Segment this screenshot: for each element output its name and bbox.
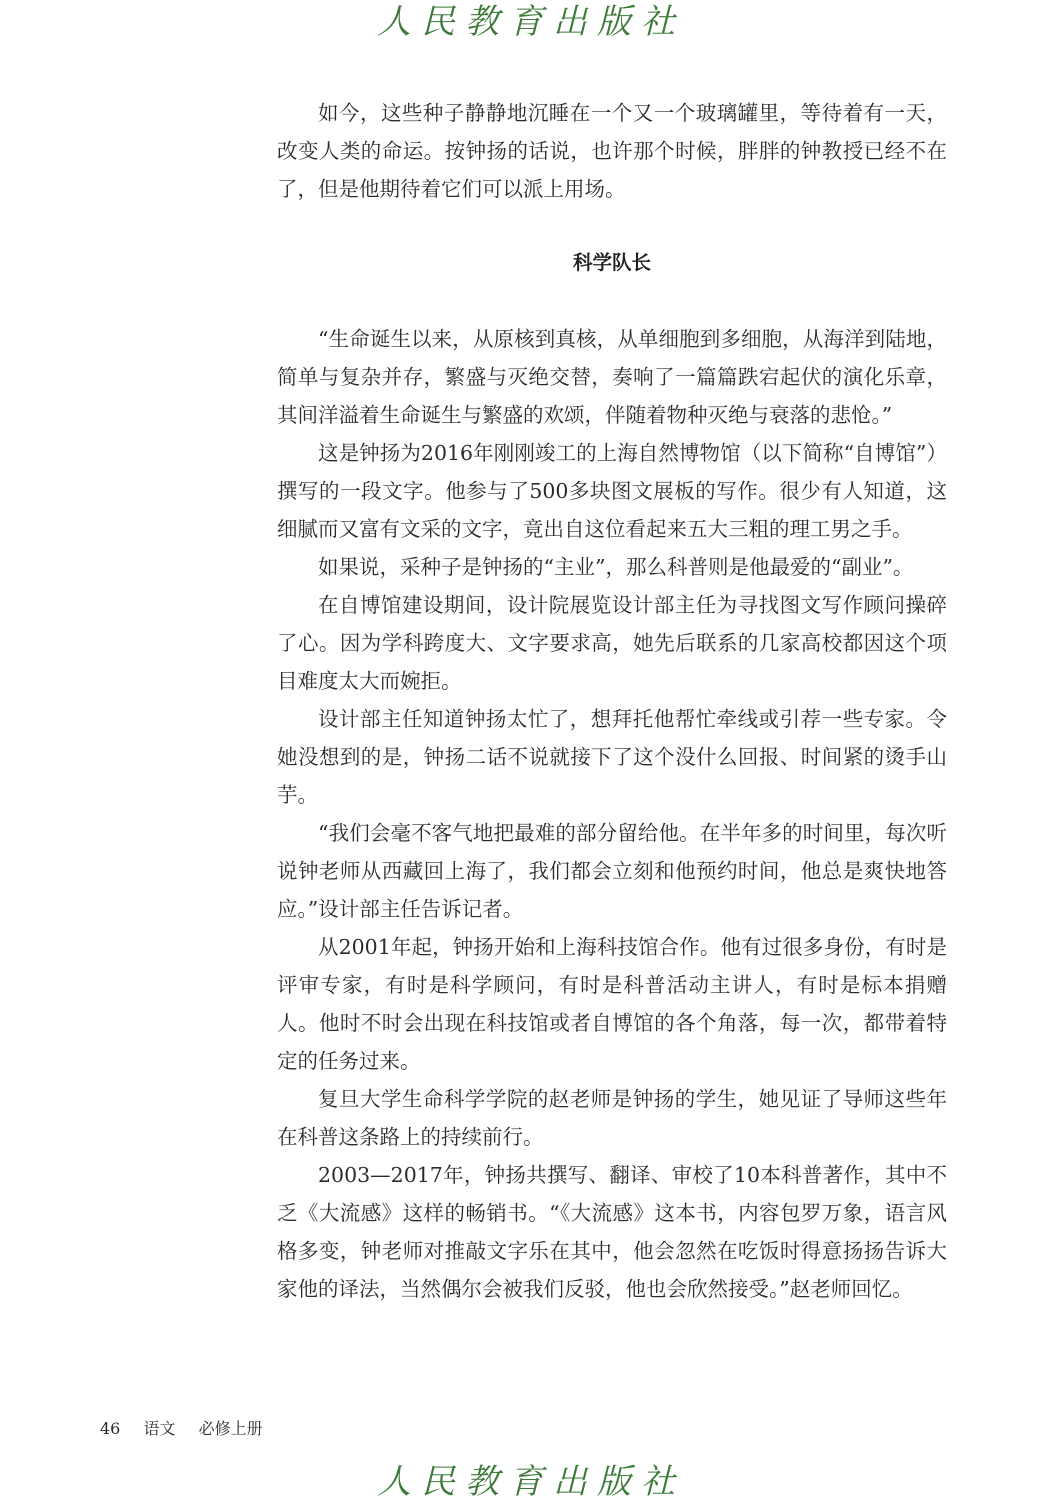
page-footer [100, 1418, 281, 1440]
paragraph: “生命诞生以来，从原核到真核，从单细胞到多细胞，从海洋到陆地，简单与复杂并存，繁盛与灭绝交替，奏响了一篇篇跌宕起伏的演化乐章，其间洋溢着生命诞生与繁盛的欢颂，伴随着物种灭绝与衰落的悲怆。” [277, 327, 947, 427]
paragraph: 如果说，采种子是钟扬的“主业”，那么科普则是他最爱的“副业”。 [318, 555, 914, 579]
main-text [277, 320, 947, 1308]
intro-text [277, 94, 947, 208]
paragraph: 从2001年起，钟扬开始和上海科技馆合作。他有过很多身份，有时是评审专家，有时是科学顾问，有时是科普活动主讲人，有时是标本捐赠人。他时不时会出现在科技馆或者自博馆的各个角落，每一次，都带着特定的任务过来。 [277, 935, 947, 1073]
volume-label: 必修上册 [198, 1419, 263, 1438]
section-title: 科学队长 [572, 251, 651, 274]
paragraph: 2003—2017年，钟扬共撰写、翻译、审校了10本科普著作，其中不乏《大流感》这样的畅销书。“《大流感》这本书，内容包罗万象，语言风格多变，钟老师对推敲文字乐在其中，他会忽然在吃饭时得意扬扬告诉大家他的译法，当然偶尔会被我们反驳，他也会欣然接受。”赵老师回忆。 [277, 1163, 947, 1301]
publisher-logo-top: 人民教育出版社 [377, 2, 685, 42]
paragraph: 复旦大学生命科学学院的赵老师是钟扬的学生，她见证了导师这些年在科普这条路上的持续前行。 [277, 1087, 947, 1149]
paragraph: 设计部主任知道钟扬太忙了，想拜托他帮忙牵线或引荐一些专家。令她没想到的是，钟扬二话不说就接下了这个没什么回报、时间紧的烫手山芋。 [277, 707, 947, 807]
subject-label: 语文 [143, 1419, 176, 1438]
page-number: 46 [100, 1419, 121, 1438]
paragraph: “我们会毫不客气地把最难的部分留给他。在半年多的时间里，每次听说钟老师从西藏回上海了，我们都会立刻和他预约时间，他总是爽快地答应。”设计部主任告诉记者。 [277, 821, 947, 921]
publisher-logo-bottom: 人民教育出版社 [377, 1462, 685, 1502]
paragraph: 如今，这些种子静静地沉睡在一个又一个玻璃罐里，等待着有一天，改变人类的命运。按钟扬的话说，也许那个时候，胖胖的钟教授已经不在了，但是他期待着它们可以派上用场。 [277, 101, 947, 201]
paragraph: 在自博馆建设期间，设计院展览设计部主任为寻找图文写作顾问操碎了心。因为学科跨度大、文字要求高，她先后联系的几家高校都因这个项目难度太大而婉拒。 [277, 593, 947, 693]
paragraph: 这是钟扬为2016年刚刚竣工的上海自然博物馆（以下简称“自博馆”）撰写的一段文字。他参与了500多块图文展板的写作。很少有人知道，这细腻而又富有文采的文字，竟出自这位看起来五大三粗的理工男之手。 [277, 441, 947, 541]
